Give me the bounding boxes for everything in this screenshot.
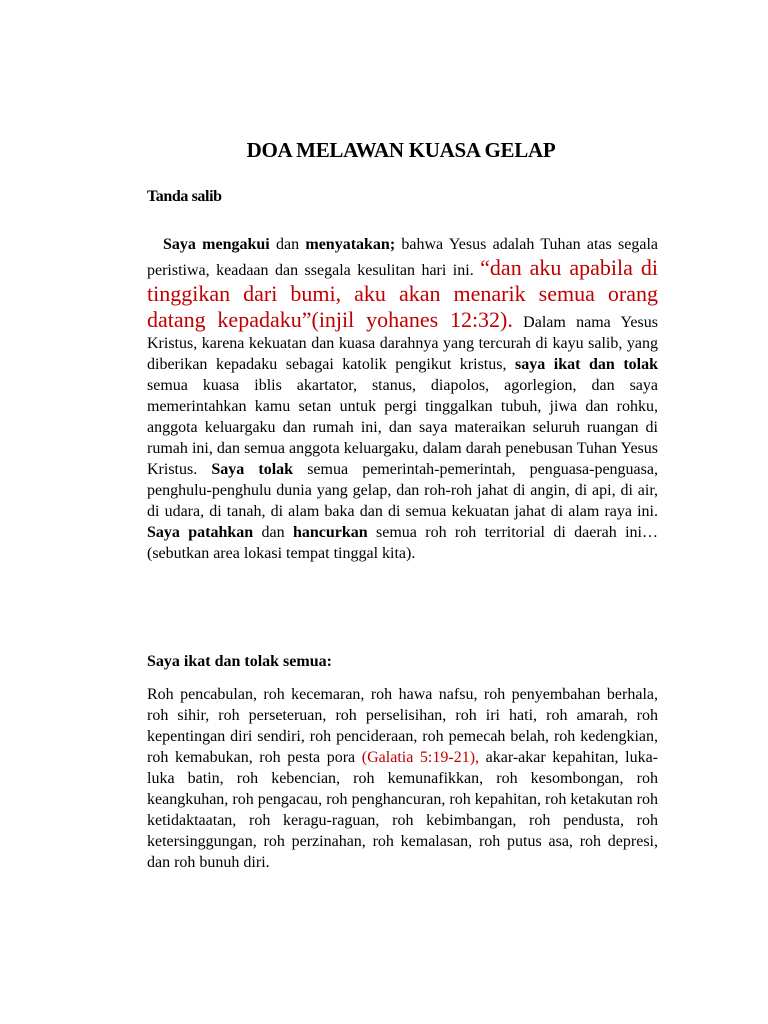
subtitle: Tanda salib bbox=[147, 188, 222, 205]
section-heading: Saya ikat dan tolak semua: bbox=[147, 653, 332, 670]
text-run: akar-akar kepahitan, luka-luka batin, roh kebencian, roh kemunafikkan, roh kesombongan, roh keangkuhan, roh pengacau, roh penghancuran, roh kepahitan, roh ketakutan roh ketidaktaatan, roh keragu-raguan, roh kebimbangan, roh pendusta, roh ketersinggungan, roh perzinahan, roh kemalasan, roh putus asa, roh depresi, dan roh bunuh diri. bbox=[147, 749, 659, 871]
bold-phrase: menyatakan; bbox=[305, 236, 396, 253]
text-run: bahwa Yesus adalah Tuhan atas segala peristiwa, keadaan dan ssegala kesulitan hari ini. bbox=[147, 236, 659, 279]
text-run: semua roh roh territorial di daerah ini… (sebutkan area lokasi tempat tinggal kita). bbox=[147, 524, 658, 562]
bold-phrase: saya ikat dan tolak bbox=[515, 356, 658, 373]
bold-phrase: Saya patahkan bbox=[147, 524, 254, 541]
text-run: semua kuasa iblis akartator, stanus, diapolos, agorlegion, dan saya memerintahkan kamu setan untuk pergi tinggalkan tubuh, jiwa dan rohku, anggota keluargaku dan rumah ini, dan saya materaikan seluruh ruangan di rumah ini, dan semua anggota keluargaku, dalam darah penebusan Tuhan Yesus Kristus. bbox=[147, 377, 658, 478]
page-title: DOA MELAWAN KUASA GELAP bbox=[246, 138, 556, 162]
bold-phrase: hancurkan bbox=[292, 524, 368, 541]
scripture-quote: “dan aku apabila di tinggikan dari bumi, aku akan menarik semua orang datang kepadaku”(injil yohanes 12:32). bbox=[147, 255, 658, 332]
bold-phrase: Saya tolak bbox=[211, 461, 294, 478]
text-run: Roh pencabulan, roh kecemaran, roh hawa nafsu, roh penyembahan berhala, roh sihir, roh perseteruan, roh perselisihan, roh iri hati, roh amarah, roh kepentingan diri sendiri, roh pencideraan, roh pemecah belah, roh kedengkian, roh kemabukan, roh pesta pora bbox=[147, 686, 658, 766]
scripture-reference: (Galatia 5:19-21), bbox=[361, 749, 480, 766]
text-run: semua pemerintah-pemerintah, penguasa-penguasa, penghulu-penghulu dunia yang gelap, dan roh-roh jahat di angin, di api, di air, di udara, di tanah, di alam baka dan di semua kekuatan jahat di alam raya ini. bbox=[147, 461, 658, 520]
text-run: dan bbox=[253, 524, 293, 541]
paragraph-main bbox=[147, 234, 658, 564]
paragraph-list bbox=[147, 684, 658, 873]
text-run: dan bbox=[269, 236, 306, 253]
bold-phrase: Saya mengakui bbox=[163, 236, 270, 253]
text-run: Dalam nama Yesus Kristus, karena kekuatan dan kuasa darahnya yang tercurah di kayu salib, yang diberikan kepadaku sebagai katolik pengikut kristus, bbox=[147, 314, 658, 373]
